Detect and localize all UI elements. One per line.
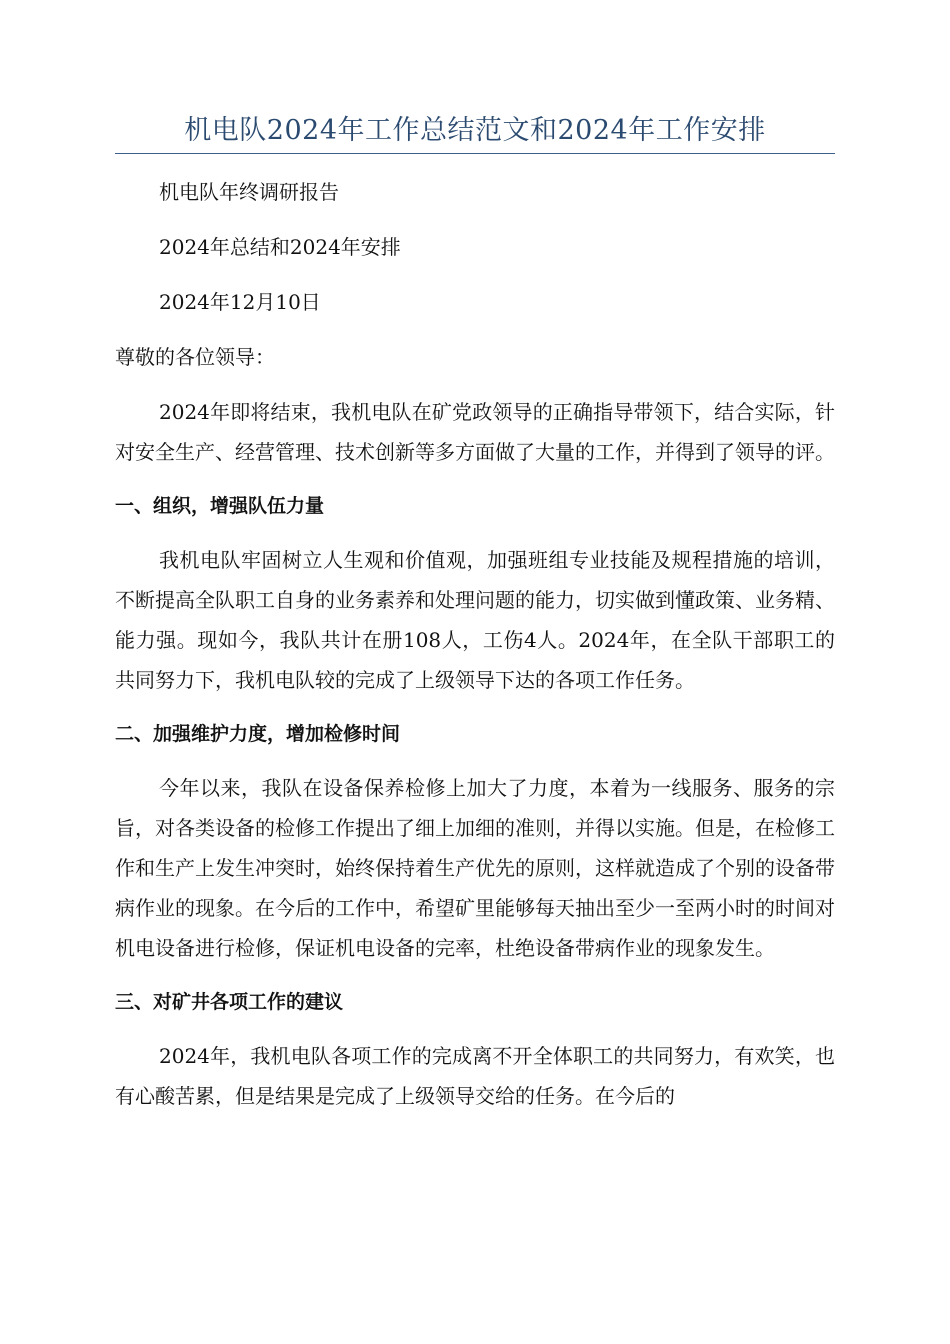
- section-heading: 二、加强维护力度，增加检修时间: [115, 723, 401, 745]
- section-heading: 三、对矿井各项工作的建议: [115, 991, 344, 1013]
- section-body: 2024年，我机电队各项工作的完成离不开全体职工的共同努力，有欢笑，也有心酸苦累，但是结果是完成了上级领导交给的任务。在今后的: [115, 1044, 835, 1108]
- document-title: 机电队2024年工作总结范文和2024年工作安排: [184, 115, 766, 146]
- salutation: 尊敬的各位领导：: [115, 345, 275, 369]
- section-body: 今年以来，我队在设备保养检修上加大了力度，本着为一线服务、服务的宗旨，对各类设备的检修工作提出了细上加细的准则，并得以实施。但是，在检修工作和生产上发生冲突时，始终保持着生产优先的原则，这样就造成了个别的设备带病作业的现象。在今后的工作中，希望矿里能够每天抽出至少一至两小时的时间对机电设备进行检修，保证机电设备的完率，杜绝设备带病作业的现象发生。: [115, 776, 835, 960]
- section-body: 我机电队牢固树立人生观和价值观，加强班组专业技能及规程措施的培训，不断提高全队职工自身的业务素养和处理问题的能力，切实做到懂政策、业务精、能力强。现如今，我队共计在册108人，工伤4人。2024年，在全队干部职工的共同努力下，我机电队较的完成了上级领导下达的各项工作任务。: [115, 548, 835, 692]
- report-period: 2024年总结和2024年安排: [159, 235, 401, 259]
- document-body: [115, 172, 835, 1116]
- title-underline: [115, 153, 835, 154]
- report-date: 2024年12月10日: [159, 290, 321, 314]
- report-name: 机电队年终调研报告: [159, 180, 339, 204]
- intro-paragraph: 2024年即将结束，我机电队在矿党政领导的正确指导带领下，结合实际，针对安全生产、经营管理、技术创新等多方面做了大量的工作，并得到了领导的评。: [115, 400, 835, 464]
- section-heading: 一、组织，增强队伍力量: [115, 495, 325, 517]
